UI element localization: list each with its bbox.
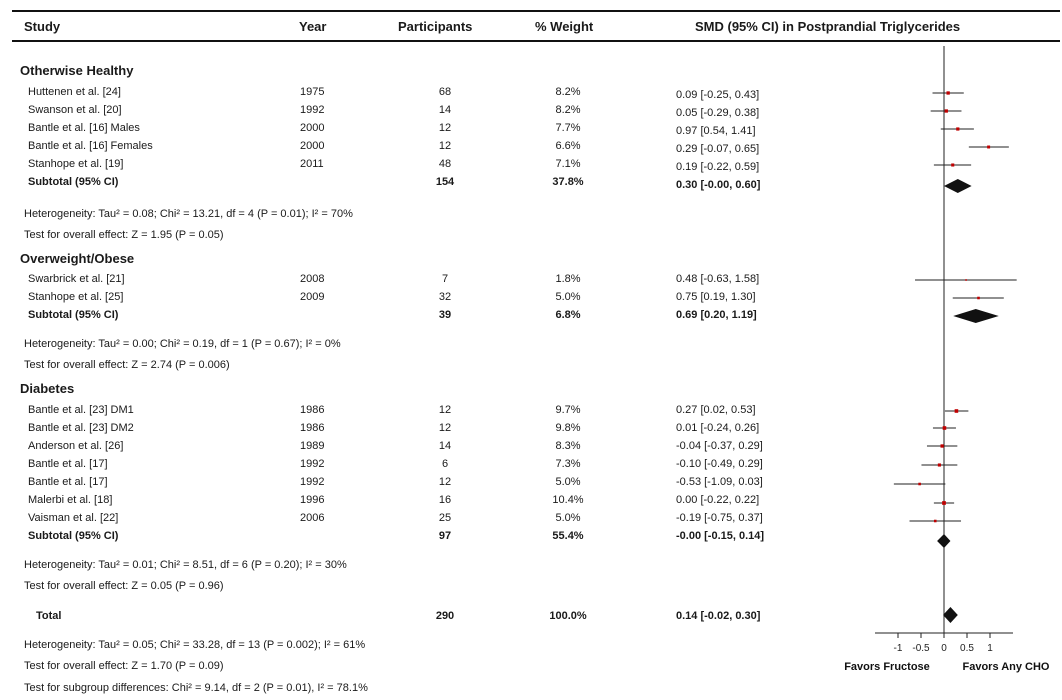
subgroup-differences-text: Test for subgroup differences: Chi² = 9.14, df = 2 (P = 0.01), I² = 78.1%	[24, 682, 368, 694]
study-participants: 68	[438, 86, 452, 98]
study-ci: 0.48 [-0.63, 1.58]	[676, 273, 760, 285]
x-tick-label: -1	[893, 643, 903, 654]
study-marker	[977, 297, 980, 300]
subtotal-ci: 0.30 [-0.00, 0.60]	[676, 179, 761, 191]
heterogeneity-text: Heterogeneity: Tau² = 0.08; Chi² = 13.21, df = 4 (P = 0.01); I² = 70%	[24, 208, 353, 220]
study-name: Malerbi et al. [18]	[28, 494, 113, 506]
study-weight: 5.0%	[555, 512, 581, 524]
study-name: Stanhope et al. [19]	[28, 158, 124, 170]
total-heterogeneity-text: Heterogeneity: Tau² = 0.05; Chi² = 33.28, df = 13 (P = 0.002); I² = 61%	[24, 639, 366, 651]
study-marker	[945, 109, 948, 112]
overall-effect-text: Test for overall effect: Z = 2.74 (P = 0.006)	[24, 359, 230, 371]
group-title: Otherwise Healthy	[20, 63, 134, 78]
subtotal-diamond	[944, 179, 972, 193]
study-participants: 25	[438, 512, 452, 524]
study-participants: 14	[438, 104, 452, 116]
favors-left-label: Favors Fructose	[844, 661, 930, 673]
study-weight: 6.6%	[555, 140, 581, 152]
study-participants: 32	[438, 291, 452, 303]
study-marker	[941, 444, 944, 447]
heterogeneity-text: Heterogeneity: Tau² = 0.01; Chi² = 8.51, df = 6 (P = 0.20); I² = 30%	[24, 559, 347, 571]
study-ci: 0.09 [-0.25, 0.43]	[676, 89, 760, 101]
study-weight: 8.2%	[555, 86, 581, 98]
study-ci: 0.97 [0.54, 1.41]	[676, 125, 756, 137]
study-name: Swanson et al. [20]	[28, 104, 122, 116]
study-weight: 1.8%	[555, 273, 581, 285]
study-year: 1992	[300, 104, 325, 116]
study-ci: -0.10 [-0.49, 0.29]	[676, 458, 763, 470]
header-participants: Participants	[398, 19, 473, 34]
total-participants: 290	[435, 610, 455, 622]
total-diamond	[943, 607, 958, 623]
x-tick-label: 0.5	[960, 643, 974, 654]
study-marker	[987, 146, 990, 149]
study-weight: 8.2%	[555, 104, 581, 116]
header-year: Year	[299, 19, 327, 34]
study-weight: 5.0%	[555, 291, 581, 303]
total-weight: 100.0%	[549, 610, 587, 622]
study-weight: 5.0%	[555, 476, 581, 488]
study-ci: -0.19 [-0.75, 0.37]	[676, 512, 763, 524]
study-name: Bantle et al. [17]	[28, 476, 108, 488]
study-year: 2000	[300, 140, 325, 152]
study-weight: 7.7%	[555, 122, 581, 134]
study-participants: 12	[438, 122, 452, 134]
study-weight: 7.3%	[555, 458, 581, 470]
subtotal-label: Subtotal (95% CI)	[28, 176, 119, 188]
study-marker	[965, 279, 967, 281]
study-ci: -0.04 [-0.37, 0.29]	[676, 440, 763, 452]
study-participants: 12	[438, 140, 452, 152]
study-marker	[938, 463, 941, 466]
subtotal-label: Subtotal (95% CI)	[28, 309, 119, 321]
study-ci: 0.29 [-0.07, 0.65]	[676, 143, 760, 155]
subtotal-diamond	[937, 534, 950, 548]
x-tick-label: 1	[987, 643, 993, 654]
subtotal-participants: 154	[435, 176, 455, 188]
study-ci: 0.75 [0.19, 1.30]	[676, 291, 756, 303]
group-title: Diabetes	[20, 381, 75, 396]
study-name: Bantle et al. [17]	[28, 458, 108, 470]
study-name: Vaisman et al. [22]	[28, 512, 119, 524]
study-year: 1986	[300, 422, 325, 434]
header-bottom-rule	[12, 40, 1060, 42]
study-ci: -0.53 [-1.09, 0.03]	[676, 476, 763, 488]
subtotal-ci: 0.69 [0.20, 1.19]	[676, 309, 757, 321]
study-marker	[918, 483, 921, 486]
study-participants: 14	[438, 440, 452, 452]
header-top-rule	[12, 10, 1060, 12]
study-participants: 12	[438, 476, 452, 488]
subtotal-weight: 55.4%	[552, 530, 584, 542]
header-study: Study	[24, 19, 61, 34]
study-participants: 12	[438, 404, 452, 416]
subtotal-ci: -0.00 [-0.15, 0.14]	[676, 530, 765, 542]
total-overall-effect-text: Test for overall effect: Z = 1.70 (P = 0.09)	[24, 660, 224, 672]
study-name: Anderson et al. [26]	[28, 440, 124, 452]
study-marker	[951, 163, 954, 166]
study-year: 2000	[300, 122, 325, 134]
study-year: 1992	[300, 458, 325, 470]
total-ci: 0.14 [-0.02, 0.30]	[676, 610, 761, 622]
study-year: 2009	[300, 291, 325, 303]
study-weight: 9.7%	[555, 404, 581, 416]
study-name: Huttenen et al. [24]	[28, 86, 121, 98]
overall-effect-text: Test for overall effect: Z = 0.05 (P = 0.96)	[24, 580, 224, 592]
study-weight: 8.3%	[555, 440, 581, 452]
header-smd: SMD (95% CI) in Postprandial Triglycerides	[695, 19, 961, 34]
study-year: 1986	[300, 404, 325, 416]
subtotal-participants: 39	[438, 309, 452, 321]
study-weight: 7.1%	[555, 158, 581, 170]
subtotal-participants: 97	[438, 530, 452, 542]
study-year: 1989	[300, 440, 325, 452]
study-name: Bantle et al. [23] DM1	[28, 404, 134, 416]
study-participants: 48	[438, 158, 452, 170]
study-weight: 10.4%	[552, 494, 584, 506]
study-name: Swarbrick et al. [21]	[28, 273, 125, 285]
study-year: 2006	[300, 512, 325, 524]
study-ci: 0.05 [-0.29, 0.38]	[676, 107, 760, 119]
study-year: 2011	[300, 158, 324, 170]
study-marker	[946, 91, 949, 94]
group-title: Overweight/Obese	[20, 251, 135, 266]
study-name: Bantle et al. [16] Females	[28, 140, 153, 152]
study-marker	[955, 409, 959, 413]
subtotal-label: Subtotal (95% CI)	[28, 530, 119, 542]
study-marker	[934, 520, 937, 523]
study-weight: 9.8%	[555, 422, 581, 434]
study-name: Stanhope et al. [25]	[28, 291, 124, 303]
overall-effect-text: Test for overall effect: Z = 1.95 (P = 0.05)	[24, 229, 224, 241]
study-year: 1992	[300, 476, 325, 488]
study-ci: 0.27 [0.02, 0.53]	[676, 404, 756, 416]
study-marker	[956, 127, 959, 130]
study-ci: 0.00 [-0.22, 0.22]	[676, 494, 760, 506]
study-year: 2008	[300, 273, 325, 285]
study-participants: 6	[441, 458, 449, 470]
study-participants: 7	[441, 273, 449, 285]
study-marker	[943, 426, 947, 430]
heterogeneity-text: Heterogeneity: Tau² = 0.00; Chi² = 0.19, df = 1 (P = 0.67); I² = 0%	[24, 338, 341, 350]
subtotal-weight: 6.8%	[555, 309, 581, 321]
subtotal-diamond	[953, 309, 999, 323]
study-year: 1975	[300, 86, 325, 98]
study-participants: 16	[438, 494, 452, 506]
study-name: Bantle et al. [23] DM2	[28, 422, 134, 434]
x-tick-label: 0	[941, 643, 947, 654]
header-weight: % Weight	[535, 19, 594, 34]
study-name: Bantle et al. [16] Males	[28, 122, 140, 134]
x-tick-label: -0.5	[912, 643, 930, 654]
study-marker	[942, 501, 946, 505]
study-ci: 0.01 [-0.24, 0.26]	[676, 422, 760, 434]
study-participants: 12	[438, 422, 452, 434]
study-ci: 0.19 [-0.22, 0.59]	[676, 161, 760, 173]
total-label: Total	[36, 610, 62, 622]
subtotal-weight: 37.8%	[552, 176, 584, 188]
favors-right-label: Favors Any CHO	[962, 661, 1050, 673]
study-year: 1996	[300, 494, 325, 506]
